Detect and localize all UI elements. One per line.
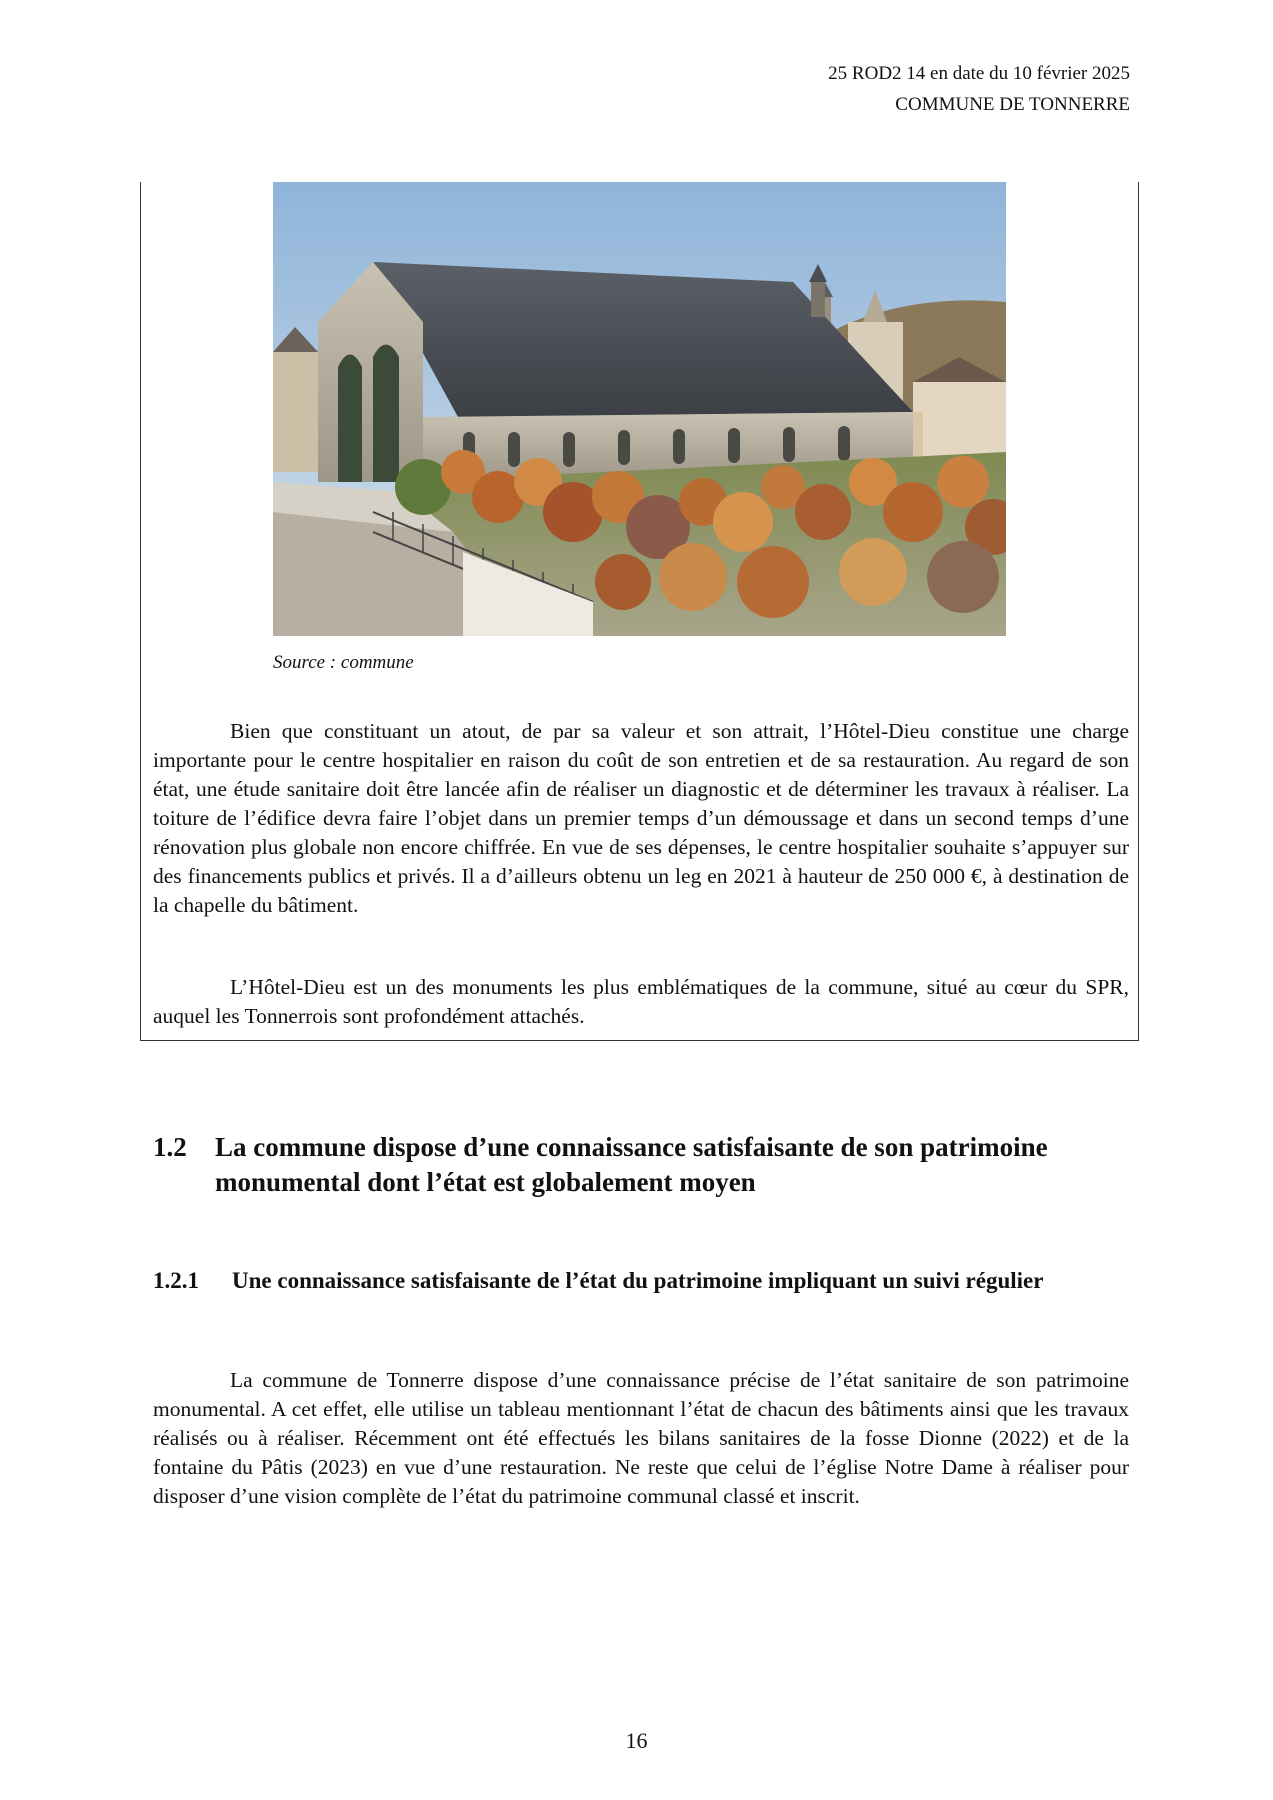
body-paragraph: La commune de Tonnerre dispose d’une connaissance précise de l’état sanitaire de son patrimoine monumental. A cet effet, elle utilise un tableau mentionnant l’état de chacun des bâtiments ainsi que les travaux réalisés ou à réaliser. Récemment ont été effectués les bilans sanitaires de la fosse Dionne (2022) et de la fontaine du Pâtis (2023) en vue d’une restauration. Ne reste que celui de l’église Notre Dame à réaliser pour disposer d’une vision complète de l’état du patrimoine communal classé et inscrit. <box>153 1368 1129 1508</box>
subsection-title: Une connaissance satisfaisante de l’état du patrimoine impliquant un suivi régulier <box>232 1268 1044 1293</box>
section-title: La commune dispose d’une connaissance satisfaisante de son patrimoine monumental dont l’état est globalement moyen <box>215 1132 1048 1197</box>
subsection-heading <box>153 1265 1113 1296</box>
figure-source: Source : commune <box>273 652 414 673</box>
page-number: 16 <box>625 1728 648 1753</box>
section-heading <box>153 1130 1093 1200</box>
organization-name: COMMUNE DE TONNERRE <box>895 94 1130 115</box>
page-header <box>828 58 1130 120</box>
subsection-number: 1.2.1 <box>153 1268 199 1293</box>
box-paragraph-2: L’Hôtel-Dieu est un des monuments les plus emblématiques de la commune, situé au cœur du SPR, auquel les Tonnerrois sont profondément attachés. <box>153 975 1129 1028</box>
hotel-dieu-photo <box>273 182 1006 636</box>
section-number: 1.2 <box>153 1132 187 1162</box>
box-paragraph-1: Bien que constituant un atout, de par sa valeur et son attrait, l’Hôtel-Dieu constitue une charge importante pour le centre hospitalier en raison du coût de son entretien et de sa restauration. Au regard de son état, une étude sanitaire doit être lancée afin de réaliser un diagnostic et de déterminer les travaux à réaliser. La toiture de l’édifice devra faire l’objet dans un premier temps d’un démoussage et dans un second temps d’une rénovation plus globale non encore chiffrée. En vue de ses dépenses, le centre hospitalier souhaite s’appuyer sur des financements publics et privés. Il a d’ailleurs obtenu un leg en 2021 à hauteur de 250 000 €, à destination de la chapelle du bâtiment. <box>153 719 1129 917</box>
report-reference: 25 ROD2 14 en date du 10 février 2025 <box>828 63 1130 84</box>
